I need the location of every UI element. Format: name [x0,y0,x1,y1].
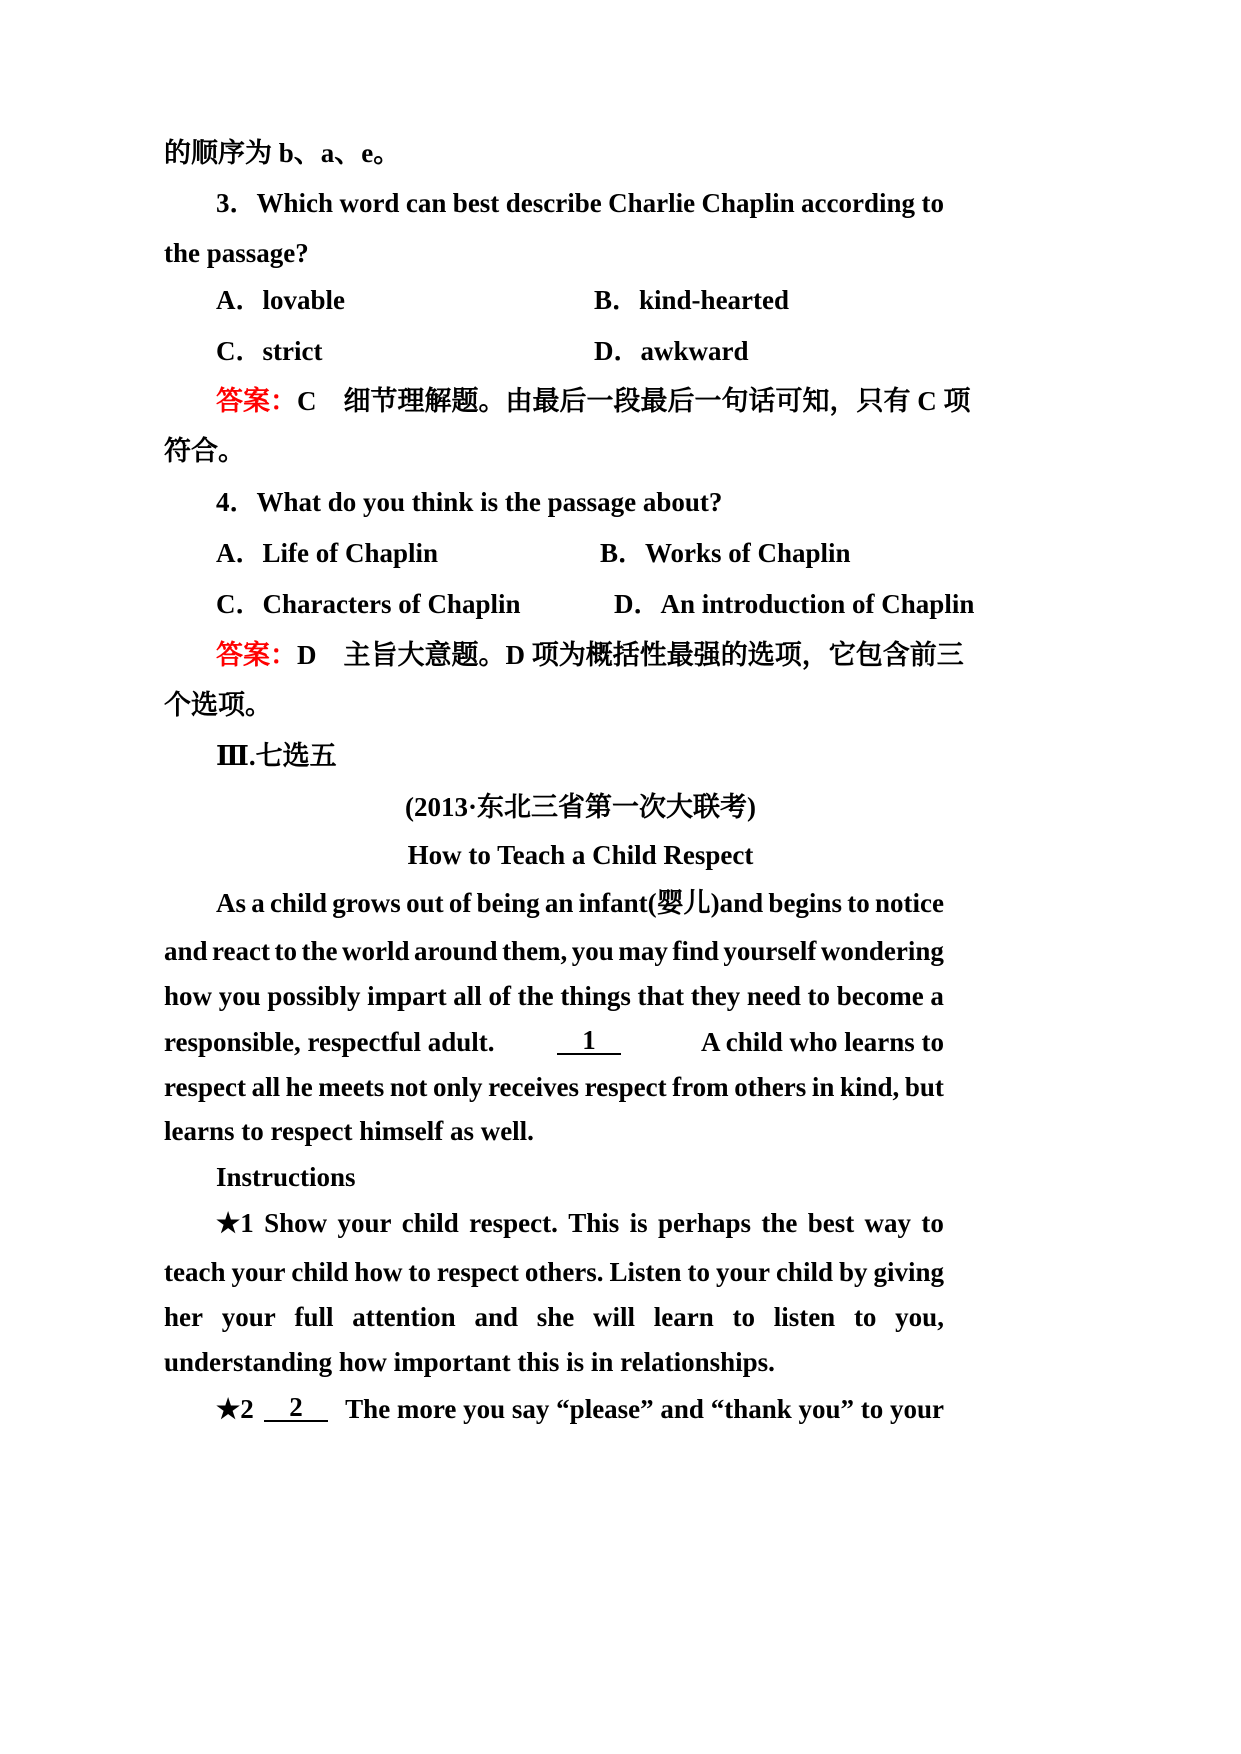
passage-title: How to Teach a Child Respect [407,840,754,870]
word: Show [264,1208,328,1238]
word: by [838,1257,868,1287]
word: kind, [839,1072,900,1102]
word: react [212,936,271,966]
word: receives [488,1072,580,1102]
word: of [488,981,511,1011]
word: others [734,1072,807,1102]
word: they [690,981,741,1011]
word: yourself [723,936,817,966]
word: to [687,1257,710,1287]
q4-option-d: D．An introduction of Chaplin [614,589,975,619]
word: may [618,936,668,966]
word: you [218,981,261,1011]
word: child [401,1208,459,1238]
word: will [592,1302,635,1332]
word: to [921,1208,944,1238]
word: being [476,888,540,918]
word: her [164,1302,203,1332]
word: you, [895,1302,944,1332]
word: perhaps [657,1208,751,1238]
q4-option-a: A．Life of Chaplin [216,538,439,568]
word: need [746,981,801,1011]
p1-line1 [216,888,944,918]
word: a [930,981,944,1011]
word: child [291,1257,349,1287]
word: 3．Which [216,188,334,218]
q4-stem: 4．What do you think is the passage about? [216,487,723,517]
q3-answer-line2: 符合。 [164,436,245,466]
word: an [544,888,574,918]
word: the [761,1208,798,1238]
word: to [847,888,870,918]
blank-1: 1 [557,1027,621,1055]
word: best [452,188,500,218]
word: to [732,1302,755,1332]
word: a [251,888,265,918]
word: to [921,188,944,218]
word: how [354,1257,403,1287]
word: teach [164,1257,226,1287]
instruction1-line2 [164,1257,944,1287]
word: best [807,1208,855,1238]
word: your [221,1302,276,1332]
word: all [453,981,482,1011]
word: according [801,188,916,218]
word: find [672,936,719,966]
word: he [285,1072,313,1102]
word: possibly [267,981,361,1011]
word: and [164,936,208,966]
word: As [216,888,247,918]
word: Charlie [608,188,696,218]
instruction2-text: The more you say “please” and “thank you” to your [345,1394,944,1424]
word: wondering [820,936,944,966]
word: respect [436,1257,519,1287]
p1-line5 [164,1072,944,1102]
q4-answer-line2: 个选项。 [164,690,272,720]
word: child [270,888,328,918]
word: your [715,1257,770,1287]
word: learn [653,1302,714,1332]
q4-answer-line1 [216,640,964,670]
word: respect. [469,1208,558,1238]
word: around [414,936,498,966]
word: them, [502,936,568,966]
word: not [389,1072,428,1102]
q3-option-b: B．kind-hearted [594,285,790,315]
word: but [904,1072,944,1102]
q3-stem-line2: the passage? [164,238,309,268]
word: describe [505,188,602,218]
word: way [864,1208,912,1238]
word: the [517,981,554,1011]
word: to [408,1257,431,1287]
word: word [339,188,400,218]
q4-answer-text: D 主旨大意题。D 项为概括性最强的选项，它包含前三 [297,640,964,670]
blank-2: 2 [264,1394,328,1422]
instructions-heading: Instructions [216,1162,356,1192]
word: all [251,1072,281,1102]
word: how [164,981,213,1011]
word: meets [318,1072,385,1102]
word: only [432,1072,483,1102]
p1-line4-after: A child who learns to [700,1027,944,1057]
q4-option-c: C．Characters of Chaplin [216,589,521,619]
q2-answer-tail: 的顺序为 b、a、e。 [164,138,401,168]
word: This [568,1208,620,1238]
passage-source: (2013·东北三省第一次大联考) [405,792,756,822]
word: infant(婴儿)and [578,888,764,918]
word: Chaplin [701,188,795,218]
q4-answer-label: 答案： [216,640,297,670]
word: giving [873,1257,944,1287]
p1-line4-before: responsible, respectful adult. [164,1027,495,1057]
word: respect [164,1072,246,1102]
section-heading: Ⅲ.七选五 [216,741,337,771]
word: you [571,936,614,966]
q3-answer-label: 答案： [216,386,297,416]
word: out [406,888,444,918]
word: your [231,1257,286,1287]
word: your [337,1208,392,1238]
instruction1-line1 [216,1208,944,1238]
instruction2-marker: ★2 [216,1394,254,1424]
word: impart [367,981,447,1011]
word: attention [352,1302,456,1332]
word: can [405,188,447,218]
word: things [560,981,631,1011]
word: to [807,981,831,1011]
p1-line3 [164,981,944,1011]
p1-line6: learns to respect himself as well. [164,1116,534,1146]
word: child [775,1257,833,1287]
word: of [448,888,472,918]
instruction1-line4: understanding how important this is in relationships. [164,1347,775,1377]
q4-option-b: B．Works of Chaplin [600,538,851,568]
q3-option-d: D．awkward [594,336,749,366]
word: the [301,936,338,966]
word: begins [768,888,842,918]
q3-option-c: C．strict [216,336,323,366]
word: to [853,1302,877,1332]
q3-answer-line1 [216,386,971,416]
q3-option-a: A．lovable [216,285,346,315]
word: she [536,1302,575,1332]
p1-line2 [164,936,944,966]
word: is [629,1208,648,1238]
word: in [811,1072,835,1102]
q3-stem-line1 [216,188,944,218]
word: to [274,936,298,966]
word: become [836,981,924,1011]
word: and [474,1302,518,1332]
word: others. [524,1257,604,1287]
word: listen [773,1302,836,1332]
word: world [342,936,410,966]
word: full [294,1302,334,1332]
word: from [672,1072,729,1102]
word: notice [874,888,944,918]
word: that [637,981,685,1011]
word: Listen [609,1257,682,1287]
word: grows [332,888,401,918]
word: respect [584,1072,667,1102]
instruction1-line3 [164,1302,944,1332]
word: ★1 [216,1208,254,1238]
q3-answer-text: C 细节理解题。由最后一段最后一句话可知，只有 C 项 [297,386,971,416]
